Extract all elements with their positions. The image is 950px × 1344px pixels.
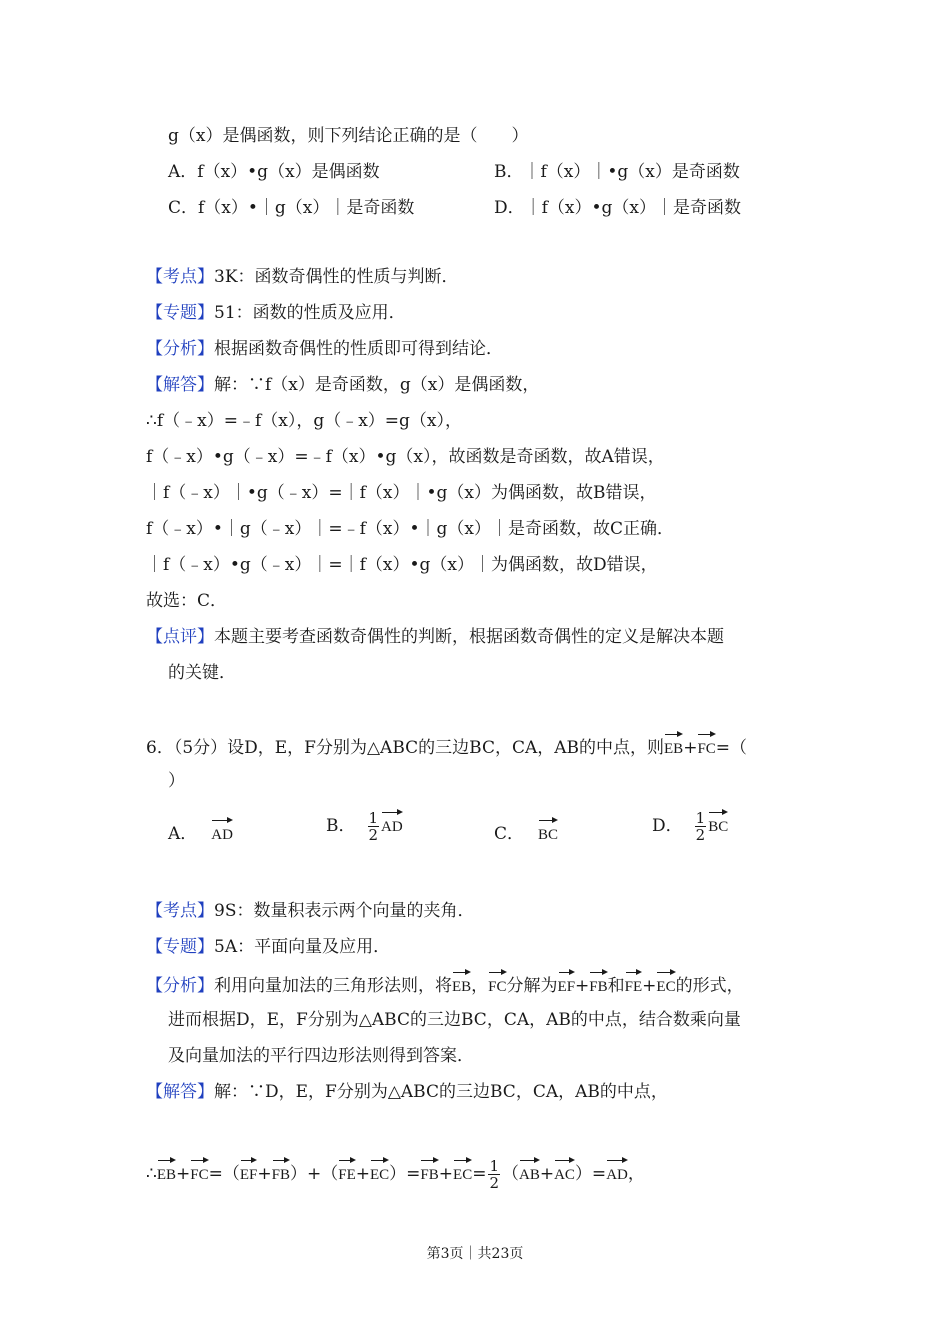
q5-dianping-line-2: 的关键．: [168, 663, 236, 683]
rp-eq: ）=: [574, 1164, 607, 1184]
q5-solution-line-5: ｜f（﹣x）•g（﹣x）｜=｜f（x）•g（x）｜为偶函数，故D错误，: [146, 555, 658, 575]
therefore-sign: ∴: [146, 1164, 157, 1184]
vector-AD: AD: [606, 1158, 628, 1186]
vector-FB: FB: [272, 1158, 290, 1186]
fenxi-tag: 【分析】: [146, 976, 214, 996]
q6-stem-close: ）: [168, 771, 185, 791]
jieda-tag: 【解答】: [146, 1082, 214, 1102]
jieda-text: 解：∵f（x）是奇函数，g（x）是偶函数，: [214, 375, 540, 395]
fenxi-text-d: 的形式，: [675, 976, 744, 996]
q5-solution-line-2: f（﹣x）•g（﹣x）=﹣f（x）•g（x），故函数是奇函数，故A错误，: [146, 447, 665, 467]
q5-dianping: [146, 626, 724, 648]
eq-open: =（: [715, 738, 748, 758]
equals-sign: =: [472, 1164, 487, 1184]
jieda-tag: 【解答】: [146, 375, 214, 395]
q6-stem: [146, 732, 747, 760]
vector-AB: AB: [519, 1158, 540, 1186]
vector-FE: FE: [625, 970, 643, 998]
rp-plus-lp: ）+（: [289, 1164, 339, 1184]
vector-EF: EF: [558, 970, 576, 998]
vector-AD: AD: [381, 810, 403, 838]
fenxi-tag: 【分析】: [146, 339, 214, 359]
q5-option-c: C．f（x）•｜g（x）｜是奇函数: [168, 198, 415, 218]
plus-sign: +: [438, 1164, 454, 1184]
vector-FB: FB: [589, 970, 607, 998]
q5-solution-line-1: ∴f（﹣x）=﹣f（x），g（﹣x）=g（x），: [146, 411, 463, 431]
q6-jieda: [146, 1081, 668, 1103]
zhuanti-tag: 【专题】: [146, 303, 214, 323]
q5-zhuanti: [146, 302, 406, 324]
fenxi-text: 根据函数奇偶性的性质即可得到结论．: [214, 339, 503, 359]
frac-den: 2: [368, 826, 379, 844]
fenxi-text-c: 和: [607, 976, 625, 996]
frac-den: 2: [695, 826, 706, 844]
option-c-label: C．: [494, 824, 525, 844]
vector-AD: AD: [211, 818, 233, 846]
q6-option-b: [326, 810, 403, 843]
plus-sign: +: [683, 738, 698, 758]
dianping-tag: 【点评】: [146, 627, 214, 647]
frac-num: 1: [489, 1157, 499, 1175]
q6-option-c: [494, 818, 558, 846]
option-b-label: B．: [326, 816, 356, 836]
q6-fenxi-line-3: 及向量加法的平行四边形法则得到答案．: [168, 1046, 474, 1066]
q5-solution-line-3: ｜f（﹣x）｜•g（﹣x）=｜f（x）｜•g（x）为偶函数，故B错误，: [146, 483, 657, 503]
q5-solution-line-6: 故选：C．: [146, 591, 228, 611]
fraction-half: [488, 1158, 500, 1191]
q6-fenxi: [146, 970, 744, 998]
vector-BC: BC: [708, 810, 728, 838]
q5-solution-line-4: f（﹣x）•｜g（﹣x）｜=﹣f（x）•｜g（x）｜是奇函数，故C正确．: [146, 519, 675, 539]
q6-solution-equation: [146, 1158, 645, 1191]
option-a-label: A．: [168, 824, 198, 844]
fraction-half: [695, 810, 707, 843]
vector-FB: FB: [420, 1158, 438, 1186]
q5-option-d: D．｜f（x）•g（x）｜是奇函数: [494, 198, 742, 218]
vector-EB: EB: [664, 732, 683, 760]
plus-sign: +: [642, 976, 657, 996]
q5-fenxi: [146, 338, 503, 360]
option-d-label: D．: [652, 816, 683, 836]
plus-sign: +: [539, 1164, 555, 1184]
vector-FE: FE: [338, 1158, 356, 1186]
q5-kaodian: [146, 266, 459, 288]
q6-kaodian: [146, 900, 474, 922]
vector-EC: EC: [453, 1158, 472, 1186]
frac-den: 2: [489, 1174, 499, 1192]
frac-num: 1: [695, 809, 706, 827]
eq-lp: =（: [208, 1164, 240, 1184]
kaodian-text: 9S：数量积表示两个向量的夹角．: [214, 901, 475, 921]
vector-FC: FC: [488, 970, 506, 998]
dianping-text: 本题主要考查函数奇偶性的判断，根据函数奇偶性的定义是解决本题: [214, 627, 724, 647]
q6-zhuanti: [146, 936, 390, 958]
q5-option-a: A．f（x）•g（x）是偶函数: [168, 162, 380, 182]
plus-sign: +: [355, 1164, 370, 1184]
zhuanti-text: 5A：平面向量及应用．: [214, 937, 391, 957]
page-footer: 第3页｜共23页: [426, 1246, 524, 1262]
vector-FC: FC: [190, 1158, 208, 1186]
fraction-half: [368, 810, 380, 843]
q5-stem-continuation: g（x）是偶函数，则下列结论正确的是（ ）: [168, 126, 529, 146]
vector-EC: EC: [656, 970, 675, 998]
jieda-text: 解：∵D，E，F分别为△ABC的三边BC，CA，AB的中点，: [214, 1082, 668, 1102]
vector-EC: EC: [370, 1158, 389, 1186]
vector-EF: EF: [240, 1158, 258, 1186]
zhuanti-tag: 【专题】: [146, 937, 214, 957]
q5-option-b: B．｜f（x）｜•g（x）是奇函数: [494, 162, 740, 182]
fenxi-text-b: 分解为: [506, 976, 558, 996]
rp-eq: ）=: [389, 1164, 421, 1184]
kaodian-text: 3K：函数奇偶性的性质与判断．: [214, 267, 459, 287]
kaodian-tag: 【考点】: [146, 901, 214, 921]
q6-fenxi-line-2: 进而根据D，E，F分别为△ABC的三边BC，CA，AB的中点，结合数乘向量: [168, 1010, 741, 1030]
comma: ，: [471, 976, 489, 996]
plus-sign: +: [176, 1164, 191, 1184]
q6-stem-text: 6．（5分）设D，E，F分别为△ABC的三边BC，CA，AB的中点，则: [146, 738, 665, 758]
vector-EB: EB: [452, 970, 471, 998]
vector-BC: BC: [538, 818, 558, 846]
zhuanti-text: 51：函数的性质及应用．: [214, 303, 406, 323]
vector-AC: AC: [554, 1158, 575, 1186]
plus-sign: +: [257, 1164, 272, 1184]
q5-jieda: [146, 374, 539, 396]
end-comma: ，: [627, 1164, 645, 1184]
plus-sign: +: [575, 976, 590, 996]
vector-EB: EB: [157, 1158, 176, 1186]
q6-option-d: [652, 810, 728, 843]
kaodian-tag: 【考点】: [146, 267, 214, 287]
frac-num: 1: [368, 809, 379, 827]
left-paren: （: [502, 1164, 519, 1184]
fenxi-text-a: 利用向量加法的三角形法则，将: [214, 976, 452, 996]
vector-FC: FC: [697, 732, 715, 760]
q6-option-a: [168, 818, 233, 846]
